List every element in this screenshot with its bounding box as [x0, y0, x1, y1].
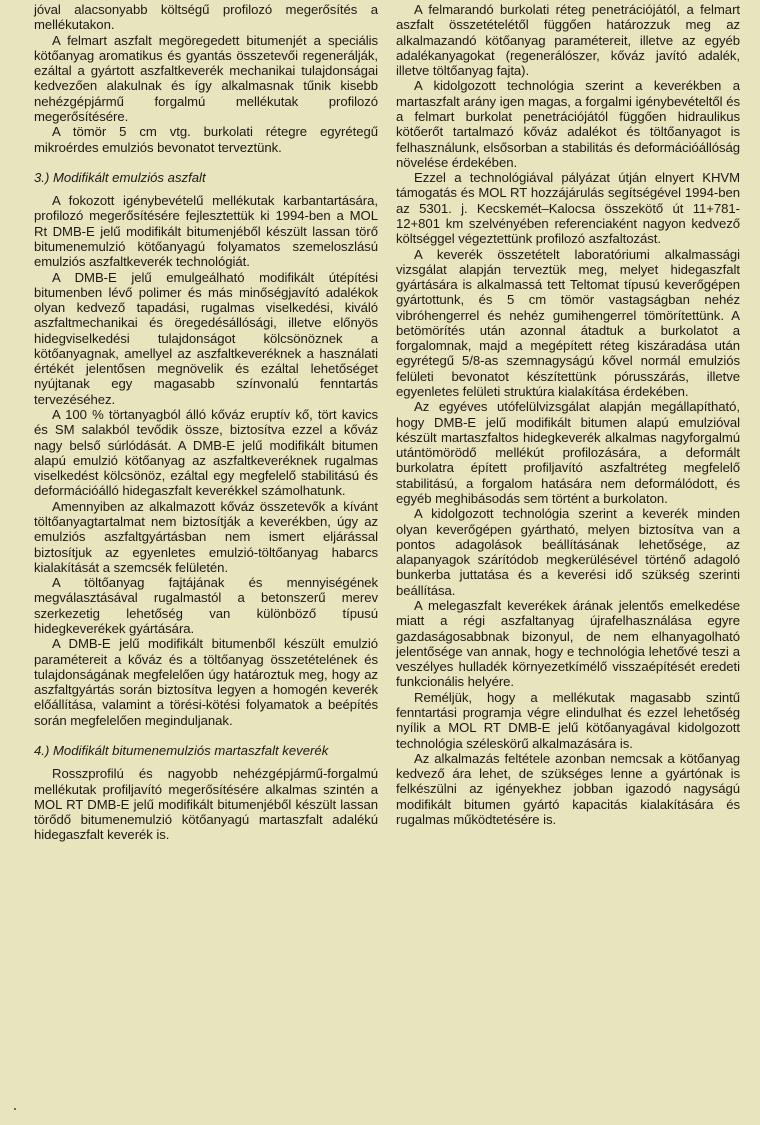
scan-speck	[14, 1108, 16, 1110]
paragraph: A 100 % törtanyagból álló kőváz eruptív kő, tört kavics és SM salakból tevődik össze, biztosítva ezzel a kőváz nagy belső súrlódását. A DMB-E jelű modifikált bitumen alapú emulzió kötőanyag az aszfaltkeveréknek rugalmas viselkedést kölcsönöz, ezáltal egy megfelelő stabilitású és deformációálló hidegaszfalt keverékkel számolhatunk.	[34, 407, 378, 499]
paragraph: A tömör 5 cm vtg. burkolati rétegre egyrétegű mikroérdes emulziós bevonatot terveztünk.	[34, 124, 378, 155]
paragraph: A DMB-E jelű modifikált bitumenből készült emulzió paramétereit a kőváz és a töltőanyag összetételének és tulajdonságának megfelelően úgy határoztuk meg, hogy az aszfaltgyártás során biztosítva legyen a homogén keverék előállítása, valamint a törési-kötési folyamatok a beépítés során megfelelően meginduljanak.	[34, 636, 378, 728]
paragraph: A felmart aszfalt megöregedett bitumenjét a speciális kötőanyag aromatikus és gyantás összetevői regenerálják, ezáltal a gyártott aszfaltkeverék mechanikai tulajdonságai kedvezően alakulnak és így alkalmasnak tűnik kisebb nehézgépjármű forgalmú mellékutak profilozó megerősítésére.	[34, 32, 378, 124]
paragraph: Az alkalmazás feltétele azonban nemcsak a kötőanyag kedvező ára lehet, de szükséges lenne a gyártónak is felkészülni az igényekhez jobban igazodó nagyságú modifikált bitumen gyártó kapacitás kialakítására és rugalmas működtetésére is.	[396, 750, 740, 827]
paragraph: Rosszprofilú és nagyobb nehézgépjármű-forgalmú mellékutak profiljavító megerősítésére alkalmas szintén a MOL RT DMB-E jelű modifikált bitumenjéből készült lassan törődő bitumenemulzió kötőanyagú martaszfalt adalékú hidegaszfalt keverék is.	[34, 766, 378, 843]
paragraph: Reméljük, hogy a mellékutak magasabb szintű fenntartási programja végre elindulhat és ezzel lehetőség nyílik a MOL RT DMB-E jelű kötőanyagával kidolgozott technológia széleskörű alkalmazására is.	[396, 689, 740, 751]
left-column	[34, 2, 378, 843]
paragraph: A fokozott igénybevételű mellékutak karbantartására, profilozó megerősítésére fejlesztettük ki 1994-ben a MOL Rt DMB-E jelű modifikált bitumenjéből készült lassan törő bitumenemulzió kötőanyagú folyamatos szemeloszlású emulziós aszfaltkeverék technológiát.	[34, 193, 378, 270]
paragraph: A melegaszfalt keverékek árának jelentős emelkedése miatt a régi aszfaltanyag újrafelhasználása egyre gazdaságosabbnak bizonyul, de nem elhanyagolható jelentősége van annak, hogy e technológia lehetővé teszi a veszélyes hulladék környezetkímélő visszaépítését eredeti funkcionális helyére.	[396, 597, 740, 690]
section-heading-3: 3.) Modifikált emulziós aszfalt	[34, 169, 206, 185]
right-column	[396, 2, 740, 827]
paragraph: A felmarandó burkolati réteg penetrációjától, a felmart aszfalt összetételétől függően határozzuk meg az alkalmazandó kötőanyag paramétereit, illetve az egyéb adalékanyagokat (regenerálószer, kőváz javító adalék, illetve töltőanyag fajta).	[396, 2, 740, 79]
paragraph: A kidolgozott technológia szerint a keverék minden olyan keverőgépen gyártható, melyen biztosítva van a pontos adagolások beállításának lehetősége, az alapanyagok szárítódob megkerülésével történő adagoló bunkerba juttatása és a keverési idő szükség szerinti beállítása.	[396, 506, 740, 598]
paragraph: jóval alacsonyabb költségű profilozó megerősítés a mellékutakon.	[34, 2, 378, 33]
paragraph: A keverék összetételt laboratóriumi alkalmassági vizsgálat alapján terveztük meg, melyet hidegaszfalt gyártására is alkalmassá tett Teltomat típusú keverőgépen gyártottunk, és 5 cm tömör vastagságban nehéz vibróhengerrel és nehéz gumihengerrel tömörítettünk. A betömörítés után azonnal átadtuk a burkolatot a forgalomnak, majd a megépített réteg kiszáradása után egyrétegű 5/8-as szemnagyságú kővel normál emulziós felületi bevonatot készítettünk pórusszárás, illetve egyenletes felületi struktúra kialakítása érdekében.	[396, 246, 740, 400]
paragraph: Ezzel a technológiával pályázat útján elnyert KHVM támogatás és MOL RT hozzájárulás segítségével 1994-ben az 5301. j. Kecskemét–Kalocsa összekötő út 11+781-12+801 km szelvényében referenciaként nagyon kedvező költséggel végeztettünk profilozó aszfaltozást.	[396, 170, 740, 247]
section-heading-4: 4.) Modifikált bitumenemulziós martaszfalt keverék	[34, 742, 329, 758]
paragraph: A kidolgozott technológia szerint a keverékben a martaszfalt arány igen magas, a forgalmi igénybevételtől és a felmart burkolat penetrációjától függően hidraulikus kötőerőt tartalmazó kőváz adalékot és töltőanyagot is felhasználunk, elsősorban a stabilitás és deformációállóság növelése érdekében.	[396, 78, 740, 170]
paragraph: Az egyéves utófelülvizsgálat alapján megállapítható, hogy DMB-E jelű modifikált bitumen alapú emulzióval készült martaszfaltos hidegkeverék alkalmas nagyforgalmú utántömörödő mellékút profilozására, a deformált burkolatra épített profiljavító aszfaltréteg megfelelő stabilitású, a forgalom hatására nem deformálódott, és egyéb meghibásodás sem történt a burkolaton.	[396, 399, 740, 506]
paragraph: A töltőanyag fajtájának és mennyiségének megválasztásával rugalmastól a betonszerű merev szerkezetig lehetőség van különböző típusú hidegkeverékek gyártására.	[34, 575, 378, 636]
paragraph: Amennyiben az alkalmazott kőváz összetevők a kívánt töltőanyagtartalmat nem biztosítják a keverékben, úgy az emulziós aszfaltgyártásban nem ismert eljárással biztosítjuk az egyenletes emulzió-töltőanyag habarcs kialakítását a szemcsék felületén.	[34, 498, 378, 575]
paragraph: A DMB-E jelű emulgeálható modifikált útépítési bitumenben lévő polimer és más minőségjavító adalékok olyan kedvező tapadási, rugalmas viselkedési, kiváló aszfaltmechanikai és öregedésállósági, illetve előnyös hidegviselkedési tulajdonságot kölcsönöznek a kötőanyagnak, amellyel az aszfaltkeveréknek a használati értékét jelentősen megnövelik és ezáltal lehetőséget nyújtanak egy magasabb színvonalú fenntartás tervezéséhez.	[34, 269, 378, 407]
